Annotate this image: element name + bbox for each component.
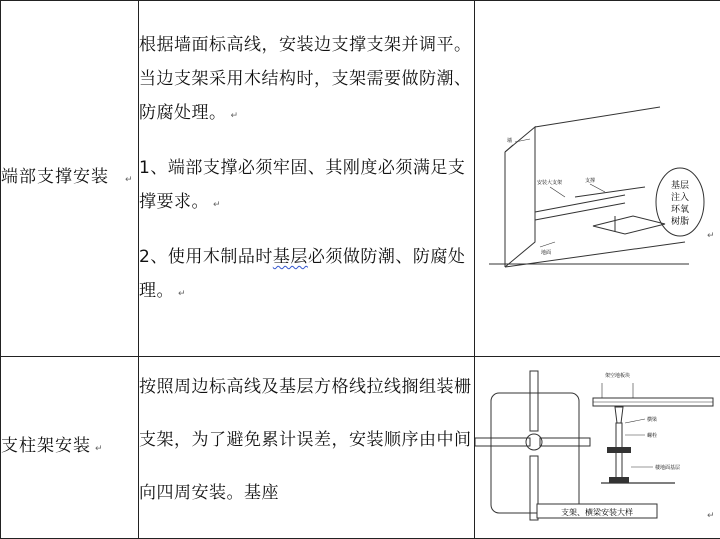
description-text: 按照周边标高线及基层方格线拉线搁组装栅支架，为了避免累计误差，安装顺序由中间向四周安装。基座 (139, 377, 472, 503)
paragraph-mark: ↵ (707, 511, 715, 521)
label-floor-panel: 架空地板块 (605, 372, 630, 379)
figure-cell (475, 357, 720, 539)
figure-caption: 支架、横梁安装大样 (561, 507, 633, 517)
label-note-4: 树脂 (671, 215, 689, 227)
label-note-2: 注入 (671, 191, 689, 203)
row-label: 支柱架安装 (1, 436, 91, 456)
paragraph-mark: ↵ (213, 200, 221, 210)
row-description-cell (139, 357, 475, 539)
paragraph-mark: ↵ (707, 231, 715, 241)
edge-support-diagram (475, 2, 719, 356)
paragraph-mark: ↵ (178, 289, 186, 299)
label-bolt: 螺栓 (647, 432, 657, 439)
table-row (1, 357, 720, 539)
description-text: 2、使用木制品时 (139, 247, 273, 267)
paragraph-mark: ↵ (95, 444, 104, 454)
label-floor: 地面 (541, 249, 551, 256)
description-text: 必须做防潮、防腐处理。 (139, 247, 465, 301)
row-description-cell (139, 1, 475, 357)
description-paragraph (139, 240, 474, 311)
description-paragraph (139, 28, 474, 133)
label-floor-base: 楼地面基层 (655, 464, 680, 471)
pillar-support-diagram (475, 363, 719, 532)
figure-cell (475, 1, 720, 357)
description-text: 1、端部支撑必须牢固、其刚度必须满足支撑要求。 (139, 158, 465, 212)
label-support: 支撑 (585, 177, 595, 184)
row-label-cell (1, 357, 139, 539)
label-beam: 横梁 (647, 416, 658, 423)
spellcheck-underlined-text: 基层 (273, 247, 308, 267)
label-note-1: 基层 (671, 179, 689, 191)
row-label-cell (1, 1, 139, 357)
description-text: 根据墙面标高线，安装边支撑支架并调平。当边支架采用木结构时，支架需要做防潮、防腐处理。 (139, 35, 472, 123)
paragraph-mark: ↵ (125, 175, 134, 185)
description-paragraph (139, 361, 474, 520)
table-row (1, 1, 720, 357)
row-label: 端部支撑安装 (1, 160, 121, 194)
label-note-3: 环氧 (671, 203, 689, 215)
description-paragraph (139, 151, 474, 222)
label-edge-support: 安装大支架 (537, 179, 562, 186)
paragraph-mark: ↵ (231, 111, 239, 121)
label-wall: 墙 (507, 137, 512, 144)
